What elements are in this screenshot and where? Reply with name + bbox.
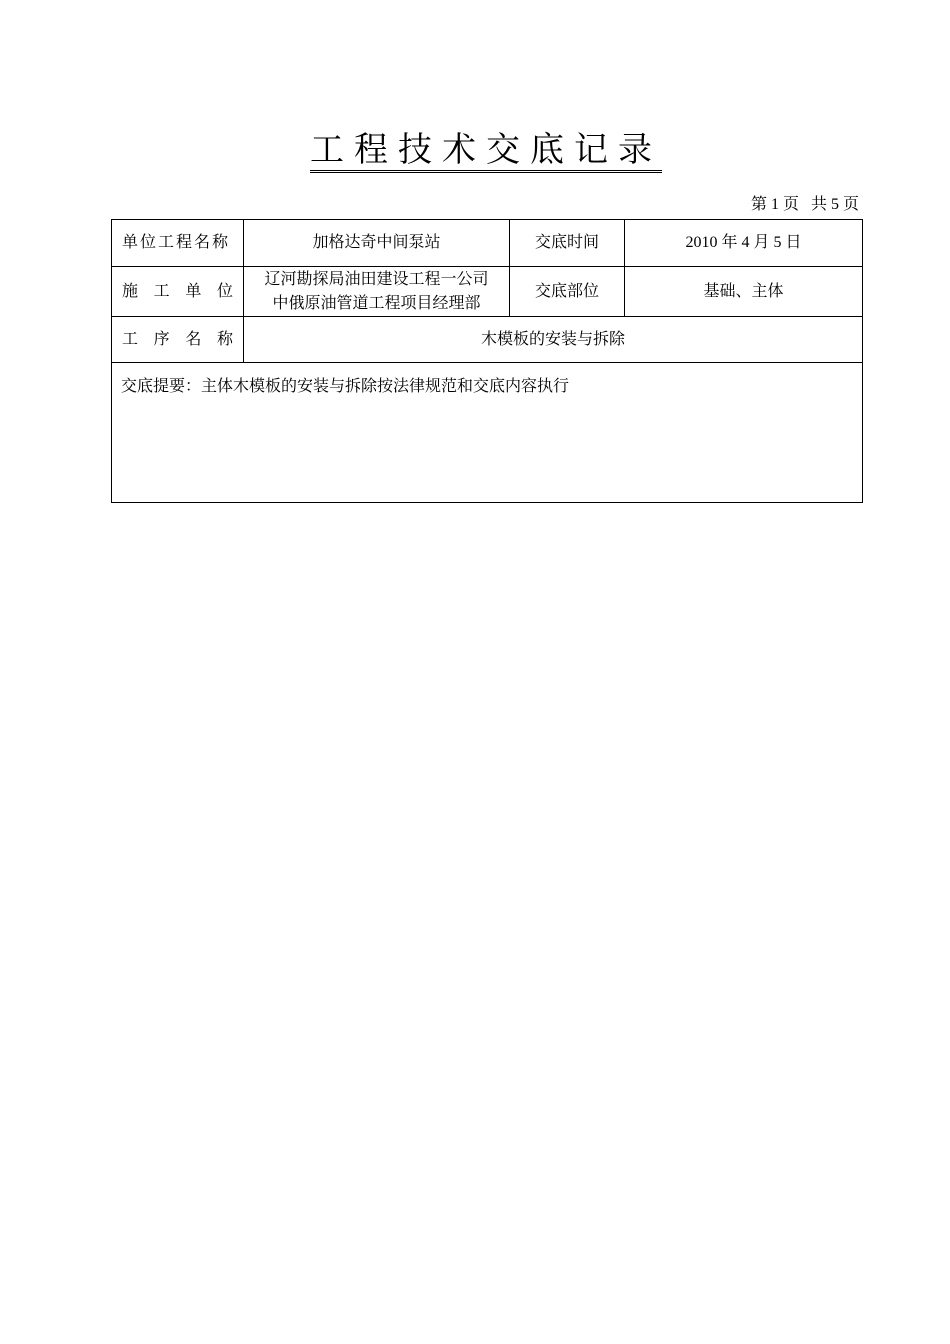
process-name-value: 木模板的安装与拆除 [244,317,863,363]
table-row-process-name [112,317,863,363]
document-title-text: 工程技术交底记录 [310,130,662,173]
table-row-summary [112,363,863,503]
handover-part-label: 交底部位 [510,267,625,317]
handover-part-value: 基础、主体 [625,267,863,317]
record-table [111,219,863,503]
handover-time-label: 交底时间 [510,220,625,267]
summary-text: 交底提要：主体木模板的安装与拆除按法律规范和交底内容执行 [112,363,863,503]
process-name-label: 工 序 名 称 [112,317,244,363]
construction-unit-value [244,267,510,317]
construction-unit-line1: 辽河勘探局油田建设工程一公司 [264,270,489,288]
table-row-unit-project [112,220,863,267]
construction-unit-line2: 中俄原油管道工程项目经理部 [272,294,481,312]
unit-project-label: 单位工程名称 [112,220,244,267]
page-info: 第 1 页 共 5 页 [750,196,859,213]
unit-project-value: 加格达奇中间泵站 [244,220,510,267]
table-row-construction-unit [112,267,863,317]
document-title [0,128,950,172]
handover-time-value: 2010 年 4 月 5 日 [625,220,863,267]
construction-unit-label: 施 工 单 位 [112,267,244,317]
